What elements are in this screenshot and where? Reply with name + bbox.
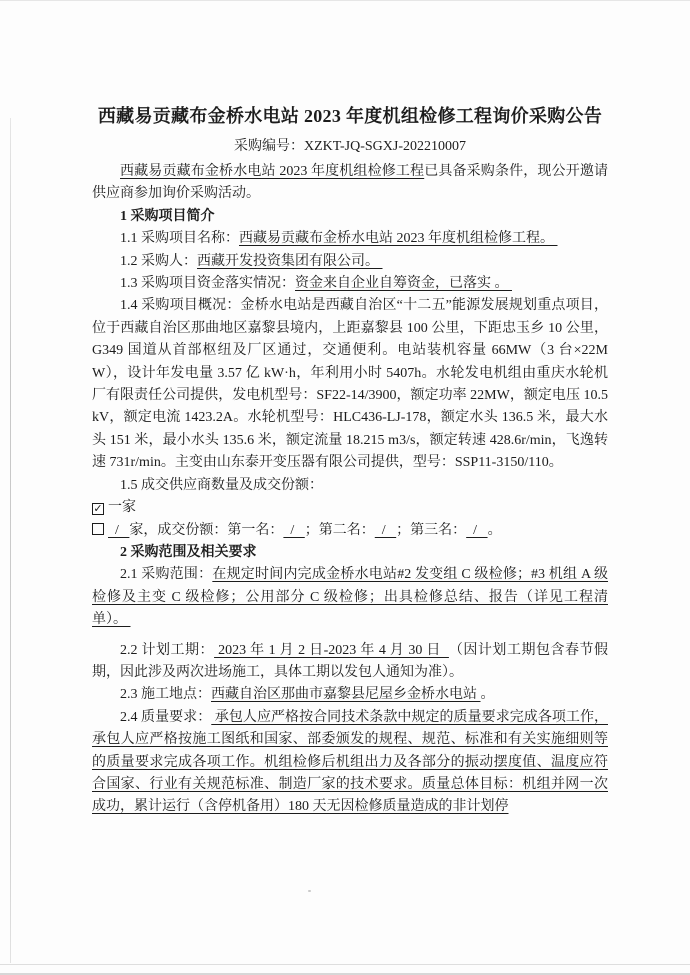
text-segment: 西藏易贡藏布金桥水电站 2023 年度机组检修工程 <box>120 164 425 179</box>
text-segment: 西藏开发投资集团有限公司。 <box>197 253 383 269</box>
text-segment: 2.1 采购范围： <box>120 567 213 583</box>
paragraph <box>92 684 608 706</box>
paragraph <box>92 707 608 819</box>
paragraph <box>92 295 608 474</box>
paragraph <box>92 520 608 542</box>
scan-speck <box>308 890 311 892</box>
text-segment: 1.2 采购人： <box>120 253 197 269</box>
text-segment: 2.4 质量要求： <box>120 709 212 725</box>
text-segment: 1.1 采购项目名称： <box>120 231 239 247</box>
text-segment: / <box>108 522 130 538</box>
text-segment: 家，成交份额：第一名： <box>129 522 284 538</box>
text-segment: 1 采购项目简介 <box>120 208 215 224</box>
text-segment: / <box>283 522 305 538</box>
text-segment: 一家 <box>108 500 136 516</box>
paragraph <box>92 161 608 206</box>
text-segment: （因计划工期包含春节假期，因此涉及两次进场施工，具体工期以发包人通知为准）。 <box>92 642 608 680</box>
text-segment: 1.5 成交供应商数量及成交份额： <box>120 477 323 493</box>
text-segment: 2.2 计划工期： <box>120 642 215 658</box>
paragraph <box>92 228 608 250</box>
text-segment: 。 <box>480 687 495 703</box>
text-segment: 已具备采购条件，现公开邀请供应商参加询价采购活动。 <box>92 164 609 202</box>
paragraph <box>92 564 608 631</box>
paragraph <box>92 273 608 295</box>
text-segment: 1.4 采购项目概况：金桥水电站是西藏自治区“十二五”能源发展规划重点项目，位于西藏自治区那曲地区嘉黎县境内，上距嘉黎县 100 公里，下距忠玉乡 10 公里，G349 国道从首部枢纽及厂区通过，交通便利。电站装机容量 66MW（3 台×22MW），设计年发电量 3.57 亿 kW·h，年利用小时 5407h。水轮发电机组由重庆水轮机厂有限责任公司提供，发电机型号：SF22-14/3900，额定功率 22MW，额定电压 10.5kV，额定电流 1423.2A。水轮机型号：HLC436-LJ-178，额定水头 136.5 米，最大水头 151 米，最小水头 135.6 米，额定流量 18.215 m3/s，额定转速 428.6r/min，飞逸转速 731r/min。主变由山东泰开变压器有限公司提供，型号：SSP11-3150/110。 <box>92 298 608 471</box>
procurement-number: 采购编号：XZKT-JQ-SGXJ-202210007 <box>233 139 467 154</box>
document-title: 西藏易贡藏布金桥水电站 2023 年度机组检修工程询价采购公告 <box>97 106 603 126</box>
text-segment: 。 <box>487 522 502 538</box>
paragraph <box>92 640 608 685</box>
scan-edge-top <box>0 0 690 1</box>
text-segment: 承包人应严格按合同技术条款中规定的质量要求完成各项工作，承包人应严格按施工图纸和国家、部委颁发的规程、规范、标准和有关实施细则等的质量要求完成各项工作。机组检修后机组出力及各部分的振动摆度值、温度应符合国家、行业有关规范标准、制造厂家的技术要求。质量总体目标：机组并网一次成功，累计运行（含停机备用）180 天无因检修质量造成的非计划停 <box>92 709 608 815</box>
document-content <box>92 104 608 819</box>
paragraph <box>92 497 608 519</box>
text-segment: 资金来自企业自筹资金，已落实 。 <box>295 276 512 292</box>
text-segment: 西藏自治区那曲市嘉黎县尼屋乡金桥水电站 <box>211 687 481 703</box>
text-segment: / <box>374 522 397 538</box>
text-segment: / <box>466 522 488 538</box>
document-paragraphs <box>92 161 608 819</box>
paragraph <box>92 475 608 497</box>
checkbox-empty-icon <box>92 523 104 535</box>
section-heading <box>92 542 608 564</box>
checkbox-checked-icon: ✓ <box>93 502 103 516</box>
text-segment: 西藏易贡藏布金桥水电站 2023 年度机组检修工程。 <box>239 231 558 247</box>
text-segment: ；第三名： <box>396 522 467 538</box>
text-segment: ；第二名： <box>304 522 375 538</box>
scan-edge-left <box>10 118 11 963</box>
text-segment: 2023 年 1 月 2 日-2023 年 4 月 30 日 <box>214 642 449 658</box>
paragraph <box>92 251 608 273</box>
text-segment: 1.3 采购项目资金落实情况： <box>120 276 295 292</box>
text-segment: 2 采购范围及相关要求 <box>120 544 257 560</box>
text-segment: 在规定时间内完成金桥水电站#2 发变组 C 级检修；#3 机组 A 级检修及主变 C 级检修；公用部分 C 级检修；出具检修总结、报告（详见工程清单）。 <box>92 567 609 628</box>
text-segment: 2.3 施工地点： <box>120 687 211 703</box>
section-heading <box>92 206 608 228</box>
scan-edge-bottom <box>0 964 690 965</box>
